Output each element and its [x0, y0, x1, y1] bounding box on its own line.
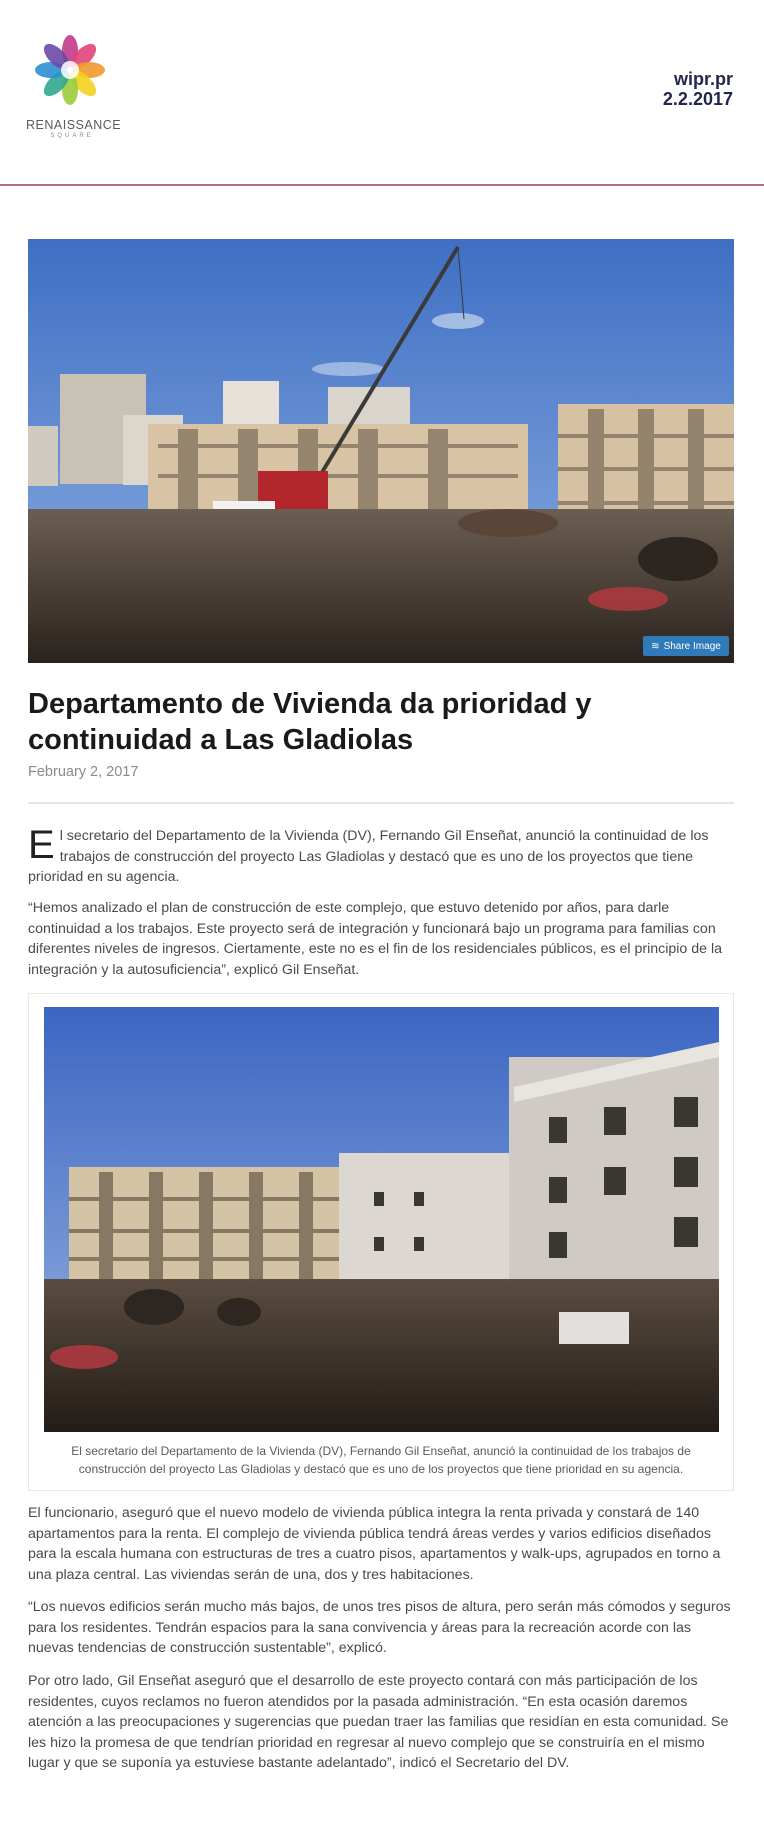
source-block: [663, 69, 733, 109]
paragraph-1-text: l secretario del Departamento de la Vivienda (DV), Fernando Gil Enseñat, anunció la continuidad de los trabajos de construcción del proyecto Las Gladiolas y destacó que es uno de los proyectos que tiene prioridad en su agencia.: [28, 828, 709, 885]
article-title: Departamento de Vivienda da prioridad y continuidad a Las Gladiolas: [28, 688, 592, 756]
article-paragraph-4: “Los nuevos edificios serán mucho más bajos, de unos tres pisos de altura, pero serán más cómodos y seguros para los residentes. Tendrán espacios para la sana convivencia y áreas para la recreación acorde con las nuevas tendencias de construcción sustentable”, explicó.: [28, 1599, 731, 1656]
flower-logo-icon: [30, 34, 110, 106]
header-divider: [0, 184, 764, 186]
article-paragraph-5: Por otro lado, Gil Enseñat aseguró que el desarrollo de este proyecto contará con más participación de los residentes, cuyos reclamos no fueron atendidos por la pasada administración. “En esta ocasión daremos atención a las preocupaciones y sugerencias que puedan traer las familias que residían en esta comunidad. Se les hizo la promesa de que tendrían prioridad en regresar al nuevo complejo que se construiría en el mismo lugar y que se suponía ya estuviese bastante adelantado”, indicó el Secretario del DV.: [28, 1673, 729, 1771]
share-image-button[interactable]: [643, 636, 729, 656]
source-site: wipr.pr: [673, 69, 733, 89]
hero-construction-photo: [28, 239, 734, 663]
article-figure: [28, 993, 734, 1491]
article-paragraph-2: “Hemos analizado el plan de construcción de este complejo, que estuvo detenido por años, para darle continuidad a los trabajos. Este proyecto será de integración y funcionará bajo un programa para familias con diferentes niveles de ingresos. Ciertamente, este no es el fin de los residenciales públicos, es el principio de la integración y la autosuficiencia”, explicó Gil Enseñat.: [28, 900, 722, 978]
logo-name: RENAISSANCE: [26, 118, 122, 132]
source-date: 2.2.2017: [662, 89, 733, 109]
title-divider: [28, 802, 734, 804]
article-date: February 2, 2017: [28, 764, 139, 780]
layers-icon: ≋: [651, 640, 660, 652]
dropcap-letter: E: [28, 823, 55, 867]
logo-subtitle: SQUARE: [50, 133, 94, 139]
article-paragraph-1: [28, 823, 734, 888]
share-image-label: Share Image: [663, 640, 721, 652]
article-paragraph-3: El funcionario, aseguró que el nuevo modelo de vivienda pública integra la renta privada y constará de 140 apartamentos para la renta. El complejo de vivienda pública tendrá áreas verdes y varios edificios diseñados para la escala humana con estructuras de tres a cuatro pisos, apartamentos y walk-ups, agrupados en torno a una plaza central. Las viviendas serán de una, dos y tres habitaciones.: [28, 1505, 721, 1583]
figure-caption: El secretario del Departamento de la Vivienda (DV), Fernando Gil Enseñat, anunció la continuidad de los trabajos de construcción del proyecto Las Gladiolas y destacó que es uno de los proyectos que tiene prioridad en su agencia.: [71, 1444, 691, 1476]
page-header: [0, 0, 764, 185]
construction-site-photo: [44, 1007, 719, 1432]
